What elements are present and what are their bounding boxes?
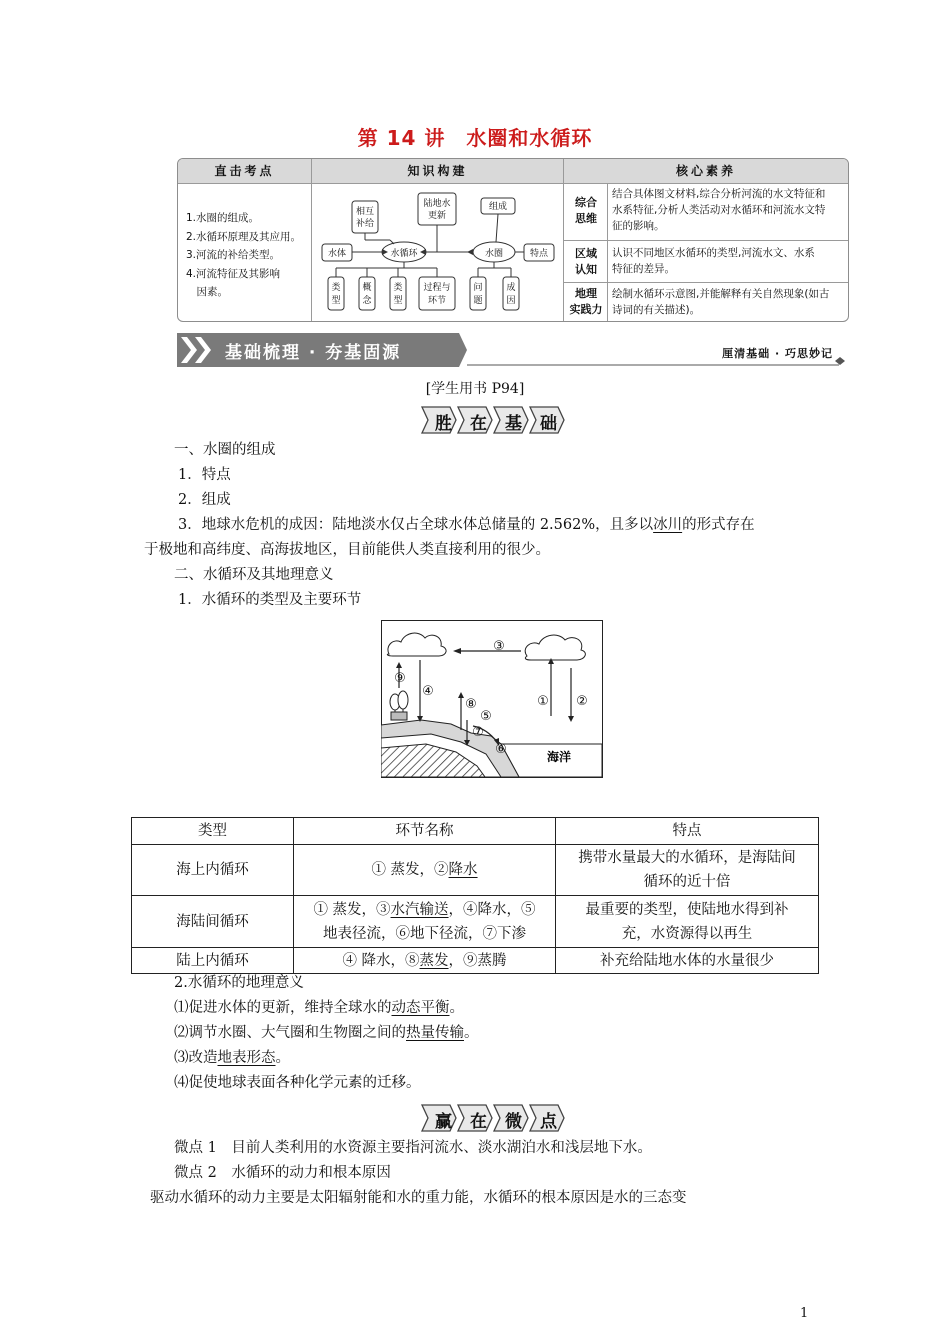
label-5: ⑤ bbox=[480, 709, 492, 724]
label-ocean: 海洋 bbox=[546, 750, 572, 764]
paragraph: ⑵调节水圈、大气圈和生物圈之间的热量传输。 bbox=[174, 1025, 479, 1041]
badge-micro-points bbox=[420, 1103, 570, 1133]
label-8: ⑧ bbox=[465, 697, 477, 712]
key-point: 3.河流的补给类型。 bbox=[186, 249, 281, 261]
col-header: 特点 bbox=[556, 818, 819, 845]
water-cycle-table bbox=[131, 817, 819, 974]
node-hydrosphere: 水圈 bbox=[484, 249, 504, 259]
node-water-cycle: 水循环 bbox=[390, 249, 418, 259]
badge-char: 微 bbox=[505, 1112, 522, 1132]
knowledge-mindmap bbox=[312, 184, 563, 321]
header-knowledge-structure: 知识构建 bbox=[312, 159, 563, 183]
paragraph: 微点 2 水循环的动力和根本原因 bbox=[174, 1165, 391, 1181]
key-point: 2.水循环原理及其应用。 bbox=[186, 230, 302, 243]
paragraph: ⑴促进水体的更新，维持全球水的动态平衡。 bbox=[174, 1000, 464, 1016]
literacy-text-regional: 认识不同地区水循环的类型,河流水文、水系 特征的差异。 bbox=[612, 247, 815, 275]
key-point: 4.河流特征及其影响 bbox=[186, 267, 281, 280]
node-land-water-renewal: 陆地水更新 bbox=[423, 199, 451, 221]
key-points-list bbox=[186, 209, 301, 302]
node-features: 特点 bbox=[529, 249, 549, 259]
node-concept: 概念 bbox=[362, 283, 372, 306]
label-7: ⑦ bbox=[472, 725, 484, 740]
paragraph: 于极地和高纬度、高海拔地区，目前能供人类直接利用的很少。 bbox=[144, 542, 550, 558]
badge-char: 赢 bbox=[435, 1112, 452, 1132]
literacy-label-comprehensive: 综合 思维 bbox=[575, 196, 597, 225]
page-number: 1 bbox=[800, 1306, 809, 1321]
paragraph: 3．地球水危机的成因：陆地淡水仅占全球水体总储量的 2.562%，且多以冰川的形式存在 bbox=[178, 517, 755, 533]
node-type: 类型 bbox=[331, 283, 341, 306]
col-header: 环节名称 bbox=[294, 818, 556, 845]
badge-char: 在 bbox=[470, 414, 487, 434]
label-3: ③ bbox=[493, 639, 505, 654]
literacy-text-practice: 绘制水循环示意图,并能解释有关自然现象(如古 诗词的有关描述)。 bbox=[612, 288, 830, 316]
literacy-label-practice: 地理 实践力 bbox=[569, 287, 603, 316]
banner-title: 基础梳理 · 夯基固源 bbox=[225, 343, 402, 363]
label-9: ⑨ bbox=[394, 671, 406, 686]
paragraph: 1．水循环的类型及主要环节 bbox=[178, 592, 362, 608]
badge-char: 胜 bbox=[435, 414, 452, 434]
label-1: ① bbox=[537, 694, 549, 709]
paragraph: ⑶改造地表形态。 bbox=[174, 1050, 290, 1066]
page-title: 第 14 讲 水圈和水循环 bbox=[357, 126, 593, 150]
badge-char: 在 bbox=[470, 1112, 487, 1132]
cell-type: 海上内循环 bbox=[132, 845, 294, 896]
paragraph: 1．特点 bbox=[178, 467, 231, 483]
node-cause: 成因 bbox=[506, 283, 516, 306]
banner-subtitle: 厘清基础 · 巧思妙记 bbox=[722, 347, 833, 360]
label-4: ④ bbox=[422, 684, 434, 699]
key-point: 因素。 bbox=[186, 286, 228, 298]
header-core-literacy: 核心素养 bbox=[564, 159, 848, 183]
header-key-points: 直击考点 bbox=[178, 159, 311, 183]
section-heading: 一、水圈的组成 bbox=[174, 442, 276, 458]
node-process: 过程与环节 bbox=[423, 283, 451, 306]
badge-char: 础 bbox=[540, 414, 557, 434]
col-header: 类型 bbox=[132, 818, 294, 845]
water-cycle-diagram bbox=[381, 620, 603, 778]
badge-basics bbox=[420, 405, 570, 435]
overview-table bbox=[177, 158, 849, 322]
literacy-text-comprehensive: 结合具体图文材料,综合分析河流的水文特征和 水系特征,分析人类活动对水循环和河流水文特 征的影响。 bbox=[612, 188, 826, 232]
node-problem: 问题 bbox=[473, 283, 483, 306]
label-6: ⑥ bbox=[495, 742, 507, 757]
table-row bbox=[132, 896, 819, 948]
table-row bbox=[132, 845, 819, 896]
paragraph: 2．组成 bbox=[178, 492, 231, 508]
badge-char: 点 bbox=[540, 1112, 557, 1132]
node-composition: 组成 bbox=[488, 202, 508, 212]
literacy-label-regional: 区域 认知 bbox=[575, 247, 597, 276]
label-2: ② bbox=[576, 694, 588, 709]
cell-steps: ① 蒸发，②降水 bbox=[294, 845, 556, 896]
cell-steps: ① 蒸发，③水汽输送，④降水，⑤ 地表径流，⑥地下径流，⑦下渗 bbox=[294, 896, 556, 948]
table-row bbox=[132, 948, 819, 974]
cell-type: 海陆间循环 bbox=[132, 896, 294, 948]
section-heading: 二、水循环及其地理意义 bbox=[174, 567, 334, 583]
paragraph: 微点 1 目前人类利用的水资源主要指河流水、淡水湖泊水和浅层地下水。 bbox=[174, 1140, 652, 1156]
section-heading: 2.水循环的地理意义 bbox=[174, 975, 304, 991]
cell-feature: 补充给陆地水体的水量很少 bbox=[556, 948, 819, 974]
paragraph: 驱动水循环的动力主要是太阳辐射能和水的重力能，水循环的根本原因是水的三态变 bbox=[150, 1190, 687, 1206]
cell-feature: 携带水量最大的水循环，是海陆间 循环的近十倍 bbox=[556, 845, 819, 896]
key-point: 1.水圈的组成。 bbox=[186, 212, 260, 224]
cell-type: 陆上内循环 bbox=[132, 948, 294, 974]
node-type-2: 类型 bbox=[393, 283, 403, 306]
section-banner bbox=[177, 333, 849, 367]
cell-feature: 最重要的类型，使陆地水得到补 充，水资源得以再生 bbox=[556, 896, 819, 948]
badge-char: 基 bbox=[505, 414, 522, 434]
cell-steps: ④ 降水，⑧蒸发，⑨蒸腾 bbox=[294, 948, 556, 974]
node-water-body: 水体 bbox=[327, 249, 347, 259]
paragraph: ⑷促使地球表面各种化学元素的迁移。 bbox=[174, 1075, 421, 1091]
student-book-ref: [学生用书 P94] bbox=[425, 381, 525, 397]
node-mutual-supply: 相互补给 bbox=[355, 207, 375, 229]
